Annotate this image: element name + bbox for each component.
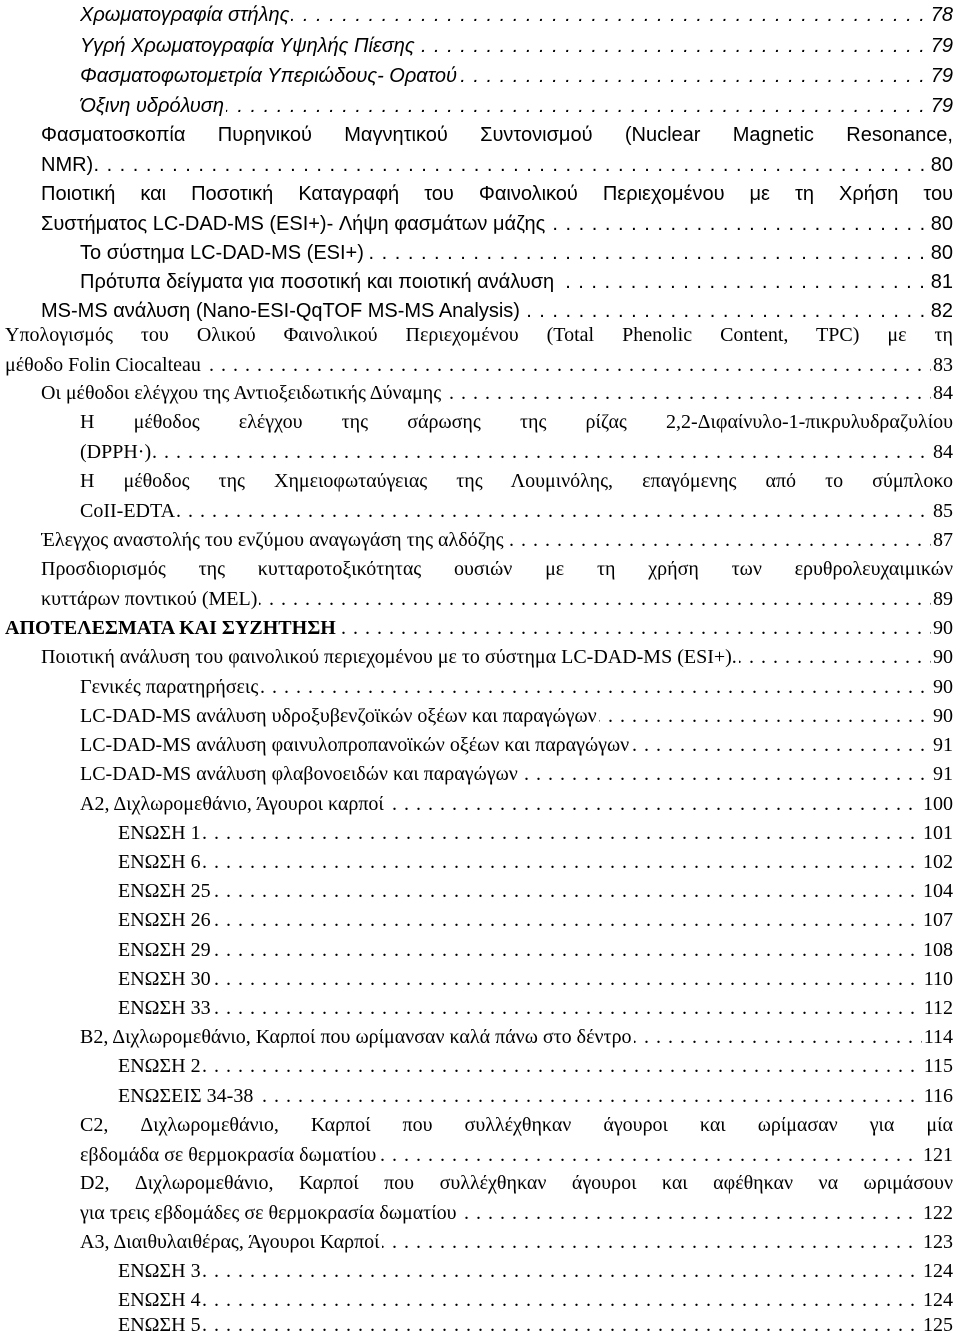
- toc-entry[interactable]: [118, 907, 953, 933]
- toc-entry-title: MS-MS ανάλυση (Nano-ESI-QqTOF MS-MS Analysis): [41, 300, 520, 322]
- toc-entry-page: 107: [923, 909, 953, 931]
- toc-entry-title: Α3, Διαιθυλαιθέρας, Άγουροι Καρποί: [80, 1231, 380, 1253]
- toc-entry[interactable]: [41, 298, 953, 324]
- toc-entry-title-line1: D2, Διχλωρομεθάνιο, Καρποί που συλλέχθηκαν άγουροι και αφέθηκαν να ωριμάσουν: [80, 1172, 953, 1194]
- toc-entry-title: Γενικές παρατηρήσεις: [80, 676, 259, 698]
- toc-entry-title-line2: μέθοδο Folin Ciocalteau: [5, 354, 201, 376]
- toc-entry-title: ΑΠΟΤΕΛΕΣΜΑΤΑ ΚΑΙ ΣΥΖΗΤΗΣΗ: [5, 617, 336, 639]
- toc-entry-page: 80: [930, 242, 953, 264]
- toc-entry-title: ΕΝΩΣΗ 26: [118, 909, 211, 931]
- toc-entry[interactable]: [118, 1287, 953, 1313]
- toc-entry-page: 91: [933, 734, 953, 756]
- toc-entry[interactable]: [80, 703, 953, 729]
- toc-entry-title-line2: κυττάρων ποντικού (MEL): [41, 588, 258, 610]
- toc-entry[interactable]: [80, 93, 953, 119]
- toc-entry-title: ΕΝΩΣΗ 33: [118, 997, 211, 1019]
- toc-entry-title: Υγρή Χρωματογραφία Υψηλής Πίεσης: [80, 35, 415, 57]
- toc-entry[interactable]: [80, 2, 953, 28]
- toc-entry-title: Χρωματογραφία στήλης: [80, 4, 290, 26]
- toc-entry-title: Φασματοφωτομετρία Υπεριώδους- Ορατού: [80, 65, 458, 87]
- toc-entry[interactable]: [80, 1112, 953, 1168]
- toc-entry[interactable]: [80, 1170, 953, 1226]
- toc-entry-title: ΕΝΩΣΕΙΣ 34-38: [118, 1085, 254, 1107]
- toc-entry-page: 122: [923, 1202, 953, 1224]
- toc-entry-page: 121: [923, 1144, 953, 1166]
- toc-entry-title-line2: εβδομάδα σε θερμοκρασία δωματίου: [80, 1144, 377, 1166]
- toc-entry-title-line1: Ποιοτική και Ποσοτική Καταγραφή του Φαινολικού Περιεχομένου με τη Χρήση του: [41, 183, 953, 205]
- toc-entry-page: 89: [933, 588, 953, 610]
- toc-entry[interactable]: [80, 63, 953, 89]
- toc-entry-page: 90: [933, 676, 953, 698]
- toc-entry[interactable]: [118, 849, 953, 875]
- toc-entry-page: 81: [930, 271, 953, 293]
- toc-entry[interactable]: [118, 878, 953, 904]
- toc-entry[interactable]: [118, 966, 953, 992]
- toc-entry[interactable]: [41, 527, 953, 553]
- toc-entry[interactable]: [80, 791, 953, 817]
- toc-entry-page: 90: [933, 646, 953, 668]
- toc-entry-title: ΕΝΩΣΗ 5: [118, 1314, 201, 1336]
- toc-entry[interactable]: [80, 732, 953, 758]
- toc-entry-page: 110: [923, 968, 953, 990]
- toc-entry[interactable]: [41, 181, 953, 237]
- toc-entry-title-line2: NMR): [41, 154, 94, 176]
- toc-entry-page: 112: [923, 997, 953, 1019]
- toc-entry-title: ΕΝΩΣΗ 6: [118, 851, 201, 873]
- toc-entry[interactable]: [118, 937, 953, 963]
- toc-entry-page: 104: [923, 880, 953, 902]
- toc-entry[interactable]: [118, 820, 953, 846]
- toc-entry[interactable]: [80, 269, 953, 295]
- toc-entry-page: 115: [923, 1055, 953, 1077]
- toc-entry-page: 80: [930, 154, 953, 176]
- toc-entry[interactable]: [80, 761, 953, 787]
- toc-entry[interactable]: [80, 674, 953, 700]
- toc-entry[interactable]: [80, 240, 953, 266]
- toc-entry[interactable]: [41, 380, 953, 406]
- toc-entry-title-line2: (DPPH·): [80, 441, 152, 463]
- toc-entry-page: 125: [923, 1314, 953, 1336]
- toc-entry-title: ΕΝΩΣΗ 30: [118, 968, 211, 990]
- toc-entry-title-line1: Προσδιορισμός της κυτταροτοξικότητας ουσιών με τη χρήση των ερυθρολευχαιμικών: [41, 558, 953, 580]
- toc-entry-page: 124: [923, 1289, 953, 1311]
- toc-entry-page: 79: [930, 35, 953, 57]
- toc-entry[interactable]: [118, 1083, 953, 1109]
- toc-entry-title: Έλεγχος αναστολής του ενζύμου αναγωγάση της αλδόζης: [41, 529, 504, 551]
- toc-entry-page: 78: [930, 4, 953, 26]
- toc-entry-title-line2: για τρεις εβδομάδες σε θερμοκρασία δωματίου: [80, 1202, 457, 1224]
- toc-entry-page: 82: [930, 300, 953, 322]
- toc-entry[interactable]: [41, 122, 953, 178]
- toc-entry[interactable]: [118, 1258, 953, 1284]
- toc-entry-title-line2: Συστήματος LC-DAD-MS (ESI+)- Λήψη φασμάτων μάζης: [41, 213, 546, 235]
- toc-entry-title-line1: Η μέθοδος ελέγχου της σάρωσης της ρίζας 2,2-Διφαίνυλο-1-πικρυλυδραζυλίου: [80, 411, 953, 433]
- toc-entry-page: 87: [933, 529, 953, 551]
- toc-entry-title: LC-DAD-MS ανάλυση φλαβονοειδών και παραγώγων: [80, 763, 518, 785]
- toc-entry-title: Το σύστημα LC-DAD-MS (ESI+): [80, 242, 364, 264]
- toc-entry-title: Α2, Διχλωρομεθάνιο, Άγουροι καρποί: [80, 793, 384, 815]
- toc-entry-page: 124: [923, 1260, 953, 1282]
- toc-entry[interactable]: [118, 1053, 953, 1079]
- toc-entry-title: Οι μέθοδοι ελέγχου της Αντιοξειδωτικής Δύναμης: [41, 382, 442, 404]
- toc-entry[interactable]: [118, 995, 953, 1021]
- toc-entry-page: 123: [923, 1231, 953, 1253]
- toc-entry-page: 91: [933, 763, 953, 785]
- toc-entry[interactable]: [118, 1312, 953, 1338]
- toc-entry-page: 84: [933, 382, 953, 404]
- toc-entry-title-line2: CoII-EDTA: [80, 500, 176, 522]
- toc-entry-page: 79: [930, 65, 953, 87]
- toc-entry-title-line1: C2, Διχλωρομεθάνιο, Καρποί που συλλέχθηκαν άγουροι και ωρίμασαν για μία: [80, 1114, 953, 1136]
- toc-entry-page: 116: [923, 1085, 953, 1107]
- toc-entry[interactable]: [5, 322, 953, 378]
- toc-entry[interactable]: [5, 615, 953, 641]
- toc-entry-title: Πρότυπα δείγματα για ποσοτική και ποιοτική ανάλυση: [80, 271, 555, 293]
- toc-entry-page: 114: [923, 1026, 953, 1048]
- toc-entry[interactable]: [41, 556, 953, 612]
- toc-entry-title: Ποιοτική ανάλυση του φαινολικού περιεχομένου με το σύστημα LC-DAD-MS (ESI+).: [41, 646, 737, 668]
- toc-entry-title: ΕΝΩΣΗ 29: [118, 939, 211, 961]
- toc-entry-title-line1: Η μέθοδος της Χημειοφωταύγειας της Λουμινόλης, επαγόμενης από το σύμπλοκο: [80, 470, 953, 492]
- toc-entry-title: ΕΝΩΣΗ 25: [118, 880, 211, 902]
- toc-entry-title: Β2, Διχλωρομεθάνιο, Καρποί που ωρίμανσαν καλά πάνω στο δέντρο: [80, 1026, 632, 1048]
- toc-entry-title: LC-DAD-MS ανάλυση φαινυλοπροπανοϊκών οξέων και παραγώγων: [80, 734, 630, 756]
- toc-entry[interactable]: [80, 409, 953, 465]
- toc-entry-title-line1: Φασματοσκοπία Πυρηνικού Μαγνητικού Συντονισμού (Nuclear Magnetic Resonance,: [41, 124, 953, 146]
- toc-entry-page: 101: [923, 822, 953, 844]
- toc-entry-title-line1: Υπολογισμός του Ολικού Φαινολικού Περιεχομένου (Total Phenolic Content, TPC) με τη: [5, 324, 953, 346]
- toc-entry[interactable]: [41, 644, 953, 670]
- toc-entry-page: 102: [923, 851, 953, 873]
- toc-entry-page: 83: [933, 354, 953, 376]
- toc-entry[interactable]: [80, 33, 953, 59]
- toc-entry[interactable]: [80, 1229, 953, 1255]
- toc-entry[interactable]: [80, 468, 953, 524]
- toc-entry-title: ΕΝΩΣΗ 4: [118, 1289, 201, 1311]
- toc-entry-title: ΕΝΩΣΗ 2: [118, 1055, 201, 1077]
- toc-entry-title: ΕΝΩΣΗ 1: [118, 822, 201, 844]
- toc-entry-page: 79: [930, 95, 953, 117]
- toc-entry-page: 108: [923, 939, 953, 961]
- toc-entry-page: 85: [933, 500, 953, 522]
- toc-entry-page: 84: [933, 441, 953, 463]
- toc-entry-page: 90: [933, 617, 953, 639]
- toc-entry-title: LC-DAD-MS ανάλυση υδροξυβενζοϊκών οξέων και παραγώγων: [80, 705, 597, 727]
- toc-entry-page: 90: [933, 705, 953, 727]
- toc-entry-title: Όξινη υδρόλυση: [80, 95, 224, 117]
- toc-entry-page: 80: [930, 213, 953, 235]
- toc-entry[interactable]: [80, 1024, 953, 1050]
- toc-entry-page: 100: [923, 793, 953, 815]
- toc-entry-title: ΕΝΩΣΗ 3: [118, 1260, 201, 1282]
